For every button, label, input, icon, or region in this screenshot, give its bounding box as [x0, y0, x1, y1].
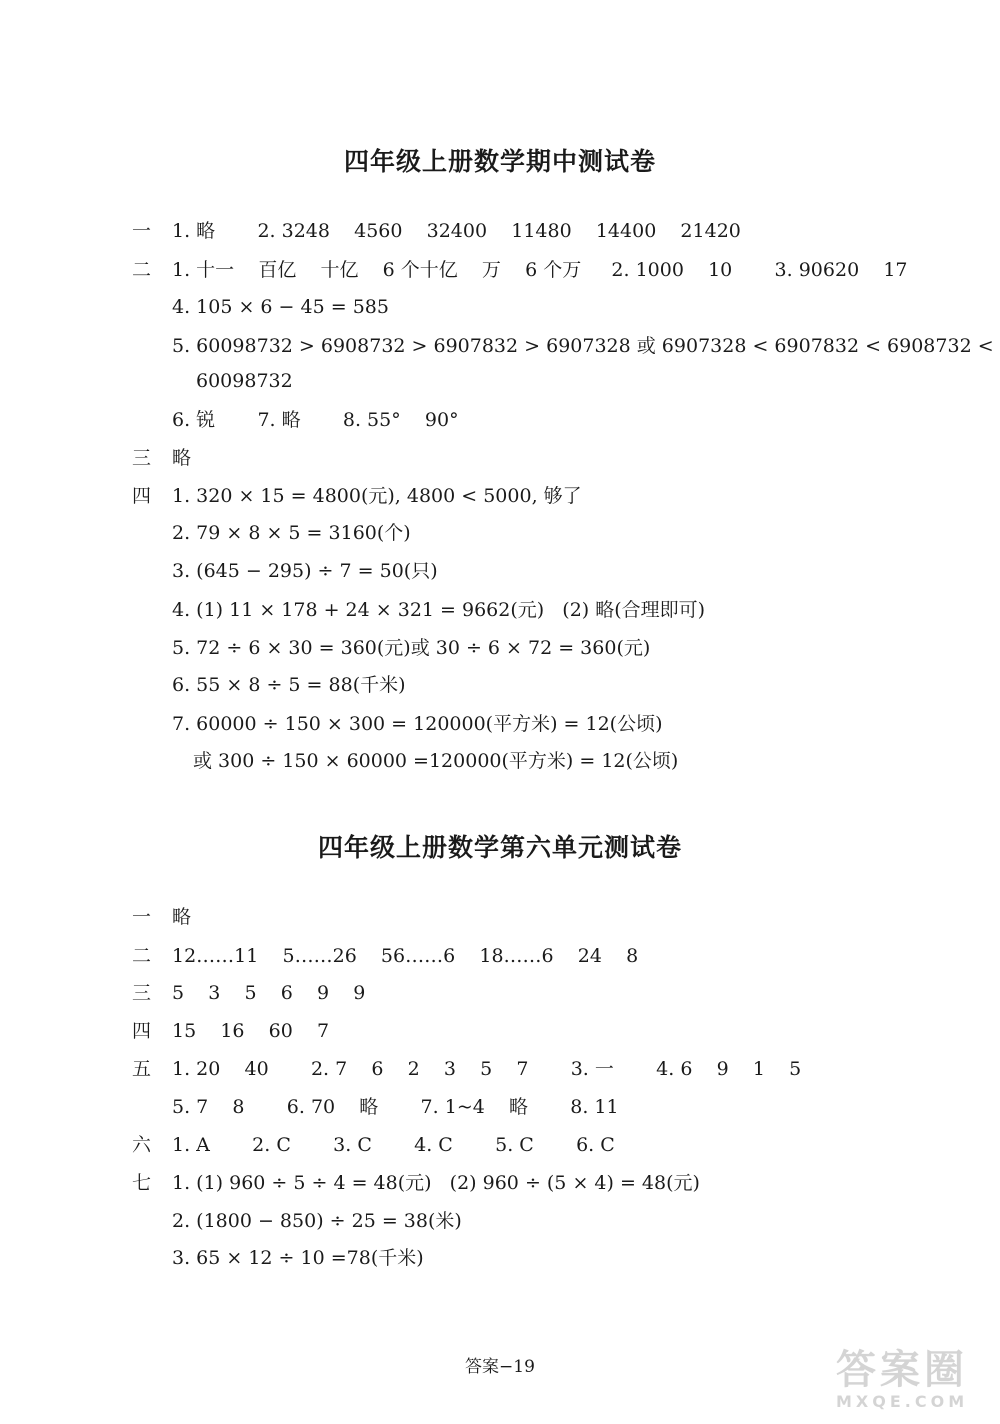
question-label: 一 — [132, 220, 152, 242]
answer-line: 5. 60098732 > 6908732 > 6907832 > 6907328 或 6907328 < 6907832 < 6908732 < — [172, 335, 994, 357]
section-title-unit-six: 四年级上册数学第六单元测试卷 — [317, 833, 682, 862]
answer-line: 或 300 ÷ 150 × 60000 =120000(平方米) = 12(公顷) — [193, 750, 679, 772]
watermark-url: MXQE.COM — [836, 1392, 969, 1411]
answer-line: 5. 72 ÷ 6 × 30 = 360(元)或 30 ÷ 6 × 72 = 360(元) — [172, 637, 651, 659]
question-label: 四 — [132, 485, 152, 507]
answer-line: 6. 55 × 8 ÷ 5 = 88(千米) — [172, 674, 406, 696]
question-label: 四 — [132, 1020, 152, 1042]
watermark-logo — [836, 1348, 986, 1418]
answer-line: 略 — [172, 906, 192, 928]
answer-line: 1. A 2. C 3. C 4. C 5. C 6. C — [172, 1134, 615, 1156]
watermark-text: 答案圈 — [836, 1347, 968, 1393]
answer-line: 3. (645 − 295) ÷ 7 = 50(只) — [172, 560, 438, 582]
question-label: 五 — [132, 1058, 152, 1080]
question-label: 二 — [132, 259, 152, 281]
answer-line: 12……11 5……26 56……6 18……6 24 8 — [172, 945, 639, 967]
answer-line: 1. 十一 百亿 十亿 6 个十亿 万 6 个万 2. 1000 10 3. 90620 17 — [172, 259, 908, 281]
answer-line: 7. 60000 ÷ 150 × 300 = 120000(平方米) = 12(公顷) — [172, 713, 663, 735]
question-label: 三 — [132, 447, 152, 469]
section-title-midterm: 四年级上册数学期中测试卷 — [343, 147, 656, 176]
answer-line: 5. 7 8 6. 70 略 7. 1~4 略 8. 11 — [172, 1096, 619, 1118]
question-label: 六 — [132, 1134, 152, 1156]
answer-line: 5 3 5 6 9 9 — [172, 982, 366, 1004]
answer-line: 15 16 60 7 — [172, 1020, 330, 1042]
answer-line: 4. 105 × 6 − 45 = 585 — [172, 296, 389, 318]
answer-line: 略 — [172, 447, 192, 469]
answer-line: 2. 79 × 8 × 5 = 3160(个) — [172, 522, 411, 544]
answer-line: 2. (1800 − 850) ÷ 25 = 38(米) — [172, 1210, 462, 1232]
answer-line: 6. 锐 7. 略 8. 55° 90° — [172, 409, 459, 431]
answer-line: 3. 65 × 12 ÷ 10 =78(千米) — [172, 1247, 424, 1269]
page-number: 答案−19 — [465, 1357, 535, 1377]
answer-line: 4. (1) 11 × 178 + 24 × 321 = 9662(元) (2) 略(合理即可) — [172, 599, 706, 621]
question-label: 七 — [132, 1172, 152, 1194]
answer-line: 1. 320 × 15 = 4800(元), 4800 < 5000, 够了 — [172, 485, 582, 507]
question-label: 三 — [132, 982, 152, 1004]
question-label: 二 — [132, 945, 152, 967]
answer-line: 1. (1) 960 ÷ 5 ÷ 4 = 48(元) (2) 960 ÷ (5 × 4) = 48(元) — [172, 1172, 700, 1194]
question-label: 一 — [132, 906, 152, 928]
answer-line: 1. 20 40 2. 7 6 2 3 5 7 3. 一 4. 6 9 1 5 — [172, 1058, 802, 1080]
answer-line: 1. 略 2. 3248 4560 32400 11480 14400 21420 — [172, 220, 741, 242]
answer-line: 60098732 — [196, 370, 293, 392]
